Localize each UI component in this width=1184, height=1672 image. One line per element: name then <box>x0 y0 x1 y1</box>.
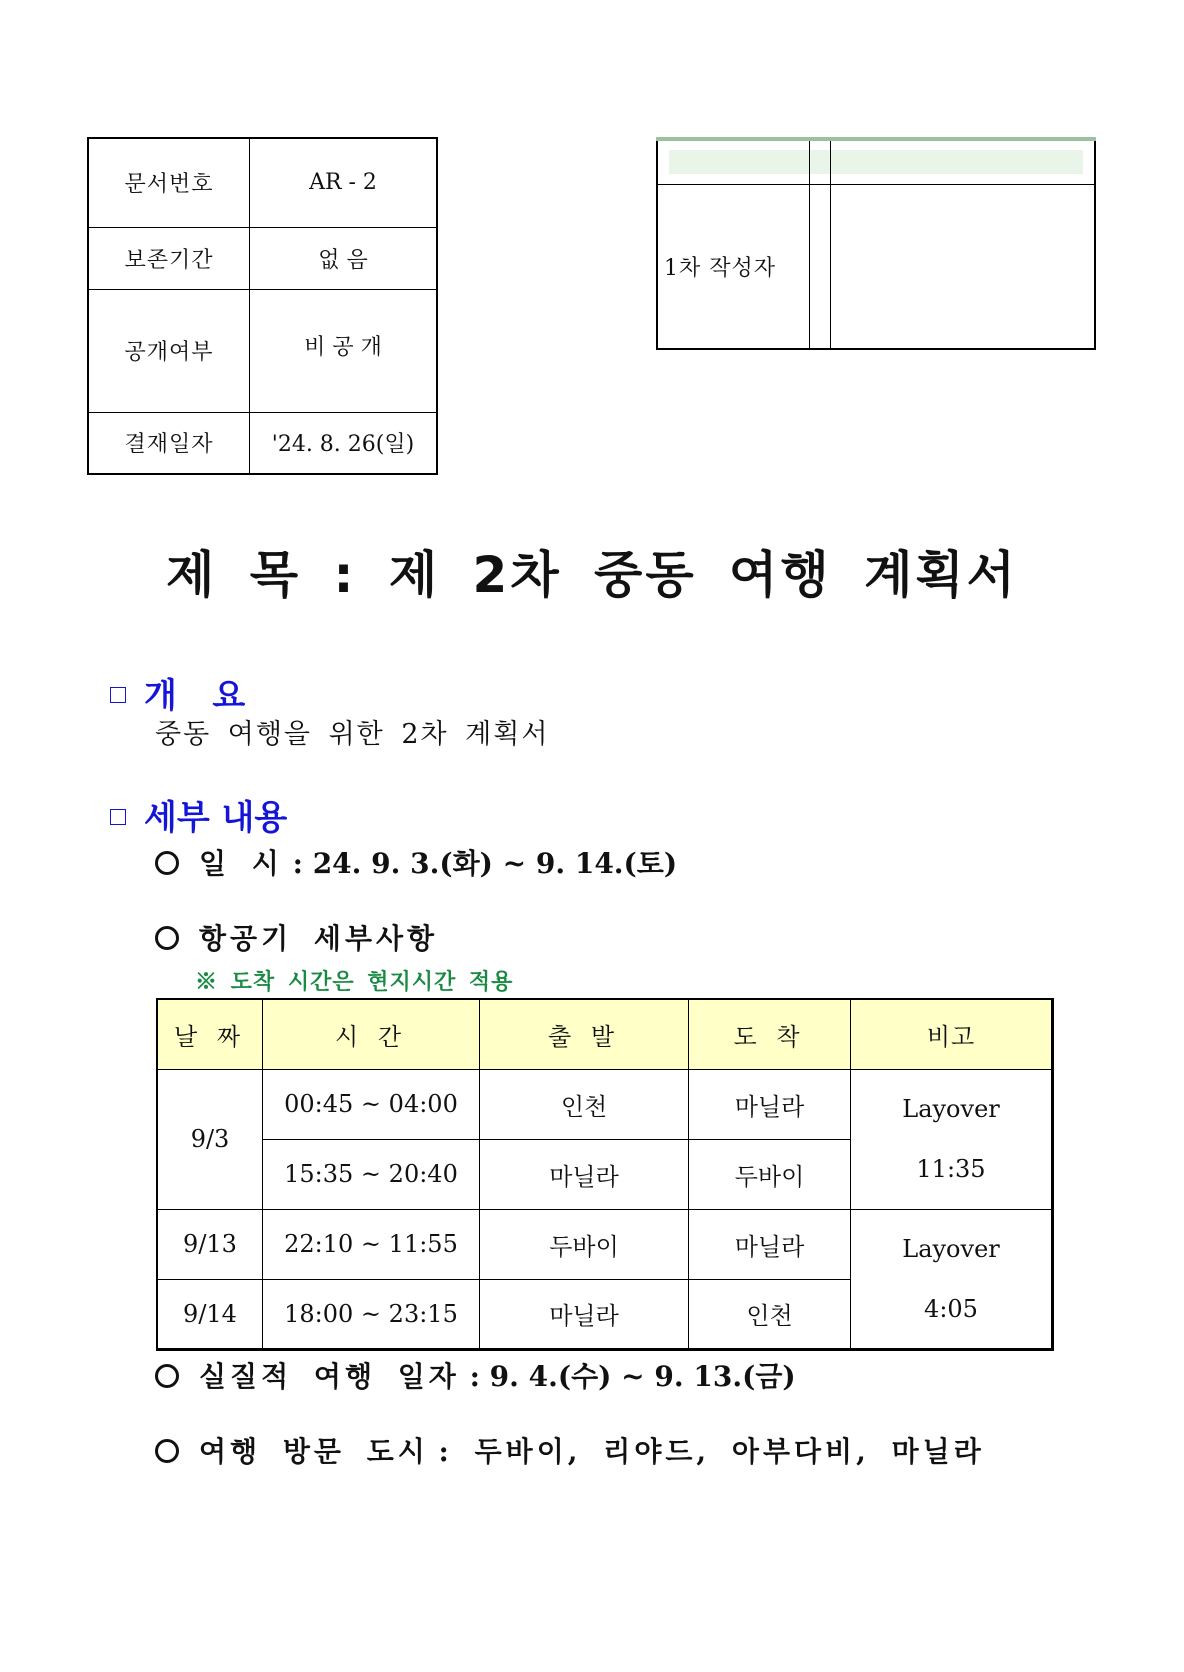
flight-date: 9/3 <box>157 1069 263 1209</box>
table-row <box>157 1209 1053 1279</box>
flight-to: 마닐라 <box>689 1069 851 1139</box>
col-header-departure: 출 발 <box>480 999 689 1069</box>
overview-section-heading <box>110 668 245 717</box>
col-header-time: 시 간 <box>263 999 480 1069</box>
actual-dates-line <box>155 1355 796 1395</box>
actual-dates-value: : 9. 4.(수) ~ 9. 13.(금) <box>469 1360 796 1393</box>
approval-table <box>656 137 1096 350</box>
cities-value: : 두바이, 리야드, 아부다비, 마닐라 <box>438 1435 985 1468</box>
flight-to: 두바이 <box>689 1139 851 1209</box>
layover-cell <box>851 1069 1053 1209</box>
overview-text: 중동 여행을 위한 2차 계획서 <box>155 719 550 750</box>
info-row <box>88 412 437 474</box>
cities-label: 여행 방문 도시 <box>199 1435 429 1468</box>
approval-body-row <box>657 184 1095 349</box>
flight-heading: 항공기 세부사항 <box>199 922 439 955</box>
info-label: 보존기간 <box>88 227 250 289</box>
approval-header-cell <box>657 139 810 184</box>
flight-from: 인천 <box>480 1069 689 1139</box>
circle-bullet-icon <box>155 1439 179 1463</box>
document-info-table <box>87 137 438 475</box>
square-bullet-icon <box>110 687 126 703</box>
overview-heading-text: 개 요 <box>144 676 246 716</box>
col-header-arrival: 도 착 <box>689 999 851 1069</box>
writer-label: 1차 작성자 <box>657 184 810 349</box>
flights-header-row <box>157 999 1053 1069</box>
layover-duration: 4:05 <box>924 1294 978 1323</box>
date-line <box>155 842 677 882</box>
layover-label: Layover <box>902 1234 1000 1263</box>
details-section-heading <box>110 790 287 839</box>
table-row <box>157 1069 1053 1139</box>
info-row <box>88 227 437 289</box>
timezone-note: ※ 도착 시간은 현지시간 적용 <box>195 969 514 995</box>
col-header-remarks: 비고 <box>851 999 1053 1069</box>
flight-from: 마닐라 <box>480 1139 689 1209</box>
cities-line <box>155 1430 985 1470</box>
approval-header-cell <box>810 139 831 184</box>
info-label: 결재일자 <box>88 412 250 474</box>
square-bullet-icon <box>110 809 126 825</box>
info-label: 공개여부 <box>88 289 250 412</box>
signature-cell <box>810 184 831 349</box>
details-heading-text: 세부 내용 <box>144 798 288 838</box>
flight-time: 15:35 ~ 20:40 <box>263 1139 480 1209</box>
approval-header-row <box>657 139 1095 184</box>
circle-bullet-icon <box>155 926 179 950</box>
circle-bullet-icon <box>155 851 179 875</box>
flight-from: 두바이 <box>480 1209 689 1279</box>
info-label: 문서번호 <box>88 138 250 227</box>
flight-date: 9/14 <box>157 1279 263 1349</box>
flight-heading-line <box>155 917 438 957</box>
info-value: AR - 2 <box>250 138 438 227</box>
flight-time: 22:10 ~ 11:55 <box>263 1209 480 1279</box>
layover-duration: 11:35 <box>916 1155 986 1183</box>
flight-to: 인천 <box>689 1279 851 1349</box>
flight-to: 마닐라 <box>689 1209 851 1279</box>
flight-from: 마닐라 <box>480 1279 689 1349</box>
flight-time: 00:45 ~ 04:00 <box>263 1069 480 1139</box>
actual-dates-label: 실질적 여행 일자 <box>199 1360 460 1393</box>
info-value: '24. 8. 26(일) <box>250 412 438 474</box>
flight-date: 9/13 <box>157 1209 263 1279</box>
date-label: 일 시 <box>199 847 283 880</box>
date-value: : 24. 9. 3.(화) ~ 9. 14.(토) <box>292 847 678 880</box>
signature-cell <box>831 184 1095 349</box>
flight-time: 18:00 ~ 23:15 <box>263 1279 480 1349</box>
flights-table <box>156 998 1054 1351</box>
layover-cell <box>851 1209 1053 1349</box>
info-value: 없 음 <box>250 227 438 289</box>
layover-label: Layover <box>902 1095 1000 1123</box>
info-value: 비 공 개 <box>250 289 438 412</box>
document-title: 제 목 : 제 2차 중동 여행 계획서 <box>166 546 1018 604</box>
approval-header-cell <box>831 139 1095 184</box>
circle-bullet-icon <box>155 1364 179 1388</box>
info-row <box>88 289 437 412</box>
col-header-date: 날 짜 <box>157 999 263 1069</box>
info-row <box>88 138 437 227</box>
